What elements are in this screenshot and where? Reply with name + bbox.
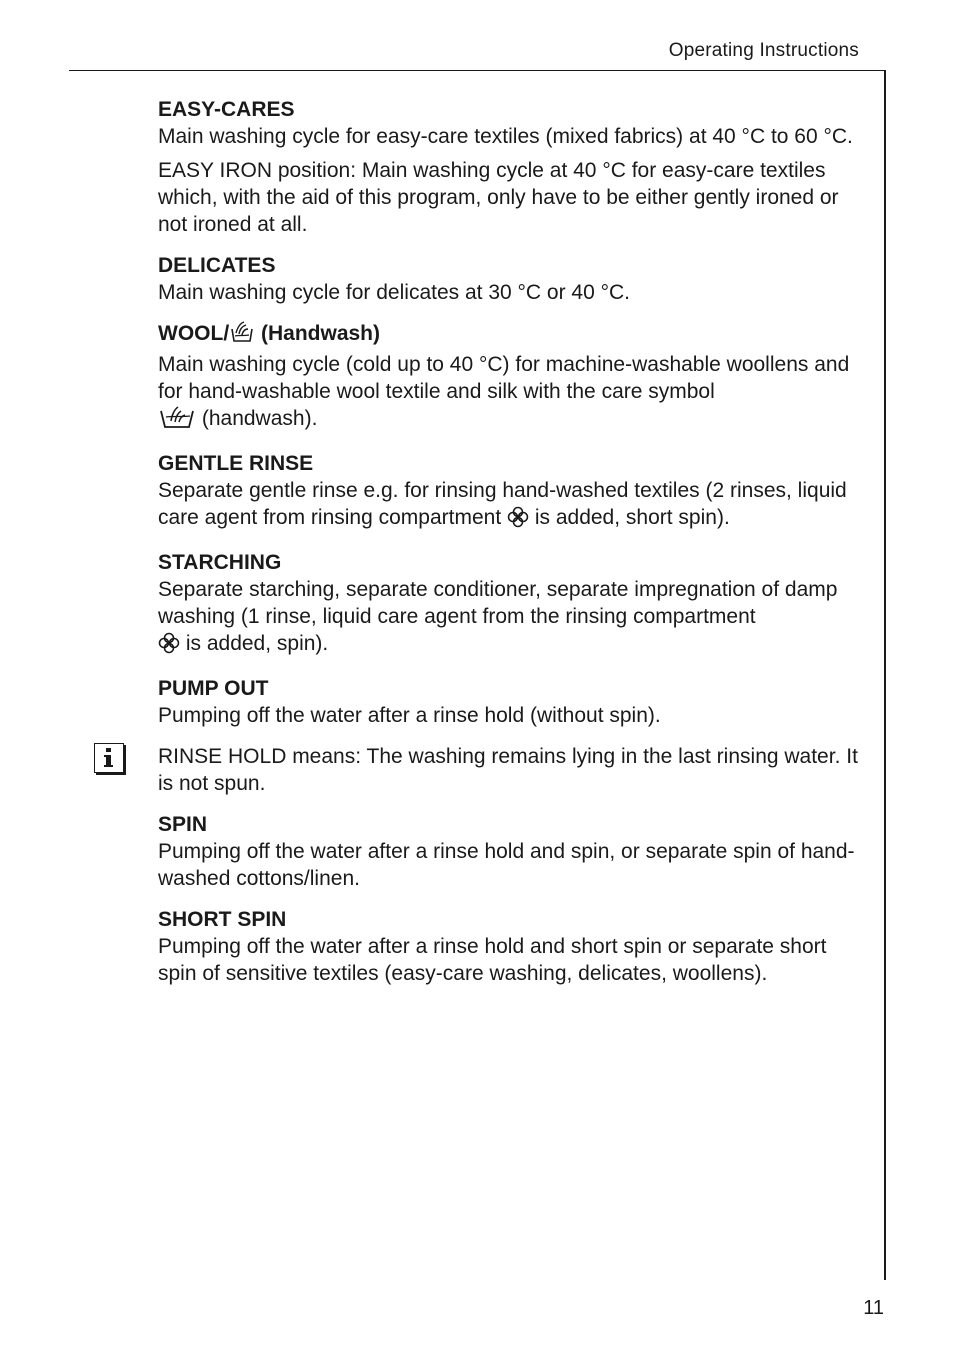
page-number: 11 — [863, 1297, 884, 1319]
heading-prefix: WOOL/ — [158, 322, 230, 345]
handwash-tub-icon — [158, 405, 196, 436]
section-text — [158, 576, 866, 661]
section-text — [158, 351, 866, 436]
section-pump-out — [158, 675, 866, 729]
section-text: Main washing cycle for easy-care textiles (mixed fabrics) at 40 °C to 60 °C. — [158, 125, 853, 148]
section-text — [158, 477, 866, 535]
handwash-icon — [229, 320, 255, 351]
heading-suffix: (Handwash) — [261, 322, 381, 345]
program-descriptions — [158, 96, 866, 1001]
section-heading: EASY-CARES — [158, 98, 295, 121]
section-text-main: Main washing cycle (cold up to 40 °C) for machine-washable woollens and for hand-washable wool textile and silk with the care symbol — [158, 353, 850, 403]
info-text: RINSE HOLD means: The washing remains lying in the last rinsing water. It is not spun. — [158, 745, 858, 795]
section-spin — [158, 811, 866, 892]
margin-rule — [884, 70, 886, 1280]
section-text: Main washing cycle for delicates at 30 °C or 40 °C. — [158, 281, 631, 304]
section-text: Pumping off the water after a rinse hold and spin, or separate spin of hand-washed cottons/linen. — [158, 840, 855, 890]
section-short-spin — [158, 906, 866, 987]
info-icon — [94, 743, 124, 773]
section-text: Pumping off the water after a rinse hold and short spin or separate short spin of sensitive textiles (easy-care washing, delicates, woollens). — [158, 935, 827, 985]
flower-compartment-icon — [507, 506, 529, 535]
section-text-end: is added, short spin). — [534, 506, 730, 529]
section-heading: GENTLE RINSE — [158, 452, 314, 475]
section-text-main: Separate gentle rinse e.g. for rinsing hand-washed textiles (2 rinses, liquid care agent from rinsing compartment — [158, 479, 847, 529]
section-heading: DELICATES — [158, 254, 276, 277]
flower-compartment-icon — [158, 632, 180, 661]
section-heading — [158, 320, 866, 351]
section-text: Pumping off the water after a rinse hold (without spin). — [158, 704, 661, 727]
info-note-rinse-hold — [158, 743, 866, 797]
section-delicates — [158, 252, 866, 306]
section-easy-cares — [158, 96, 866, 238]
section-gentle-rinse — [158, 450, 866, 535]
header-rule — [69, 70, 886, 71]
section-heading: STARCHING — [158, 551, 282, 574]
section-text-end: is added, spin). — [185, 632, 329, 655]
running-header: Operating Instructions — [668, 40, 859, 61]
section-starching — [158, 549, 866, 661]
section-text-end: (handwash). — [201, 407, 318, 430]
section-heading: SHORT SPIN — [158, 908, 287, 931]
section-heading: PUMP OUT — [158, 677, 269, 700]
section-heading: SPIN — [158, 813, 208, 836]
section-text-main: Separate starching, separate conditioner, separate impregnation of damp washing (1 rinse, liquid care agent from the rinsing compartment — [158, 578, 838, 628]
section-wool — [158, 320, 866, 436]
section-text: EASY IRON position: Main washing cycle at 40 °C for easy-care textiles which, with the aid of this program, only have to be either gently ironed or not ironed at all. — [158, 159, 839, 236]
